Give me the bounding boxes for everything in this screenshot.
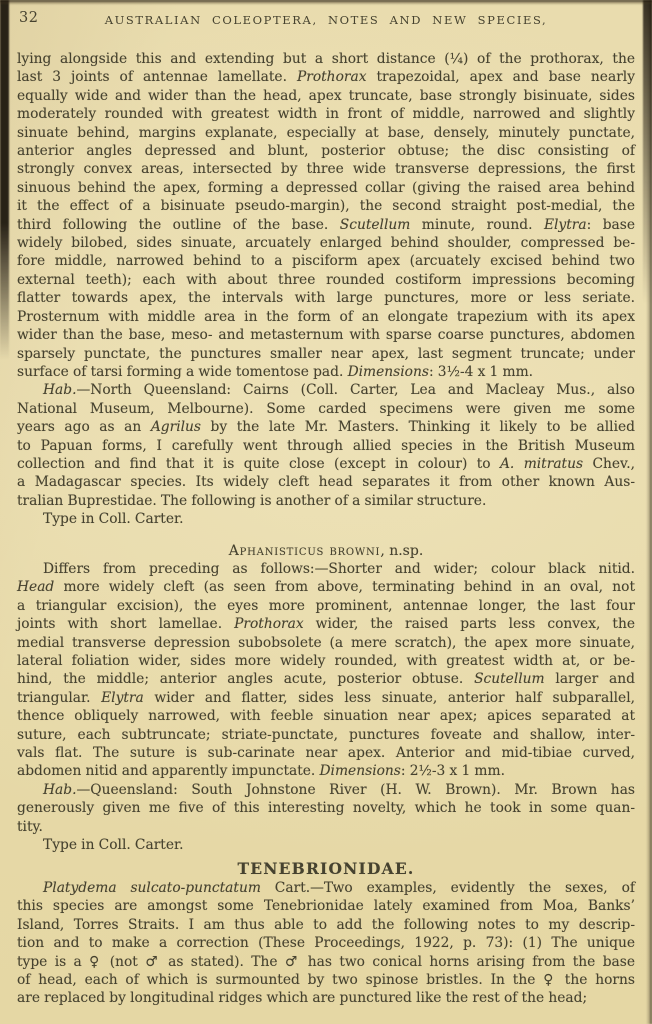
scan-edge-shadow-right-top (643, 0, 652, 320)
text-line: National Museum, Melbourne). Some carded specimens were given me some (17, 400, 635, 417)
text-line: vals flat. The suture is sub-carinate near apex. Anterior and mid-tibiae curved, (17, 745, 635, 762)
text-body (17, 50, 635, 1008)
text-line: abdomen nitid and apparently impunctate. Dimensions: 2½-3 x 1 mm. (17, 763, 505, 780)
text-line: lying alongside this and extending but a short distance (¼) of the prothorax, the (17, 51, 635, 67)
text-line: of head, each of which is surmounted by two spinose bristles. In the ♀ the horns (17, 971, 635, 988)
text-line: tralian Buprestidae. The following is another of a similar structure. (17, 492, 487, 509)
text-line: sinuate behind, margins explanate, especially at base, densely, minutely punctate, (17, 124, 635, 141)
text-line: last 3 joints of antennae lamellate. Prothorax trapezoidal, apex and base nearly (17, 69, 635, 86)
text-line: fore middle, narrowed behind to a pisciform apex (arcuately excised behind two (17, 253, 635, 270)
text-line: anterior angles depressed and blunt, posterior obtuse; the disc consisting of (17, 143, 635, 160)
running-title: AUSTRALIAN COLEOPTERA, NOTES AND NEW SPECIES, (104, 13, 548, 27)
text-line: tion and to make a correction (These Proceedings, 1922, p. 73): (1) The unique (17, 935, 635, 952)
text-line: moderately rounded with greatest width in front of middle, narrowed and slightly (17, 106, 635, 123)
text-line: it the effect of a bisinuate pseudo-margin), the second straight post-medial, the (17, 198, 635, 215)
text-line: collection and find that it is quite close (except in colour) to A. mitratus Chev., (17, 455, 635, 472)
text-line: external teeth); each with about three rounded costiform impressions becoming (17, 271, 635, 288)
paragraph (17, 781, 635, 836)
text-line: years ago as an Agrilus by the late Mr. Masters. Thinking it likely to be allied (17, 419, 636, 436)
text-line: Hab.—North Queensland: Cairns (Coll. Carter, Lea and Macleay Mus., also (43, 382, 635, 399)
text-line: triangular. Elytra wider and flatter, sides less sinuate, anterior half subparallel, (17, 689, 635, 706)
text-line: to Papuan forms, I carefully went through allied species in the British Museum (17, 437, 635, 454)
page-number: 32 (19, 10, 39, 26)
scan-edge-shadow-right (646, 0, 652, 1024)
text-line: joints with short lamellae. Prothorax wider, the raised parts less convex, the (17, 616, 635, 633)
text-line: surface of tarsi forming a wide tomentose pad. Dimensions: 3½-4 x 1 mm. (17, 363, 534, 380)
text-line: are replaced by longitudinal ridges which are punctured like the rest of the head; (17, 990, 588, 1007)
text-line: Prosternum with middle area in the form of an elongate trapezium with its apex (17, 308, 635, 325)
text-line: generously given me five of this interesting novelty, which he took in some quan- (17, 800, 635, 817)
text-line: Type in Coll. Carter. (43, 837, 184, 854)
text-line: this species are amongst some Tenebrionidae lately examined from Moa, Banks’ (17, 898, 635, 915)
text-line: sparsely punctate, the punctures smaller near apex, last segment truncate; under (17, 345, 635, 362)
family-heading: TENEBRIONIDAE. (237, 859, 415, 879)
text-line: tity. (17, 818, 43, 835)
text-line: medial transverse depression subobsolete (a mere scratch), the apex more sinuate, (17, 634, 635, 651)
text-line: suture, each subtruncate; striate-punctate, punctures foveate and shallow, inter- (17, 726, 635, 743)
paragraph (17, 560, 635, 781)
species-heading: Aphanisticus browni, n.sp. (228, 542, 424, 559)
text-line: Hab.—Queensland: South Johnstone River (H. W. Brown). Mr. Brown has (43, 781, 635, 798)
text-line: wider than the base, meso- and metasternum with sparse coarse punctures, abdomen (17, 327, 635, 344)
text-line: widely bilobed, sides sinuate, arcuately enlarged behind shoulder, compressed be- (17, 235, 635, 252)
paragraph (17, 879, 635, 1008)
running-head (17, 10, 635, 30)
text-line: Differs from preceding as follows:—Shorter and wider; colour black nitid. (43, 560, 635, 577)
scan-edge-shadow-left (0, 0, 9, 360)
text-line: equally wide and wider than the head, apex truncate, base strongly bisinuate, sides (17, 87, 635, 104)
text-line: third following the outline of the base. Scutellum minute, round. Elytra: base (17, 216, 636, 233)
text-line: Type in Coll. Carter. (43, 511, 184, 528)
text-line: type is a ♀ (not ♂ as stated). The ♂ has two conical horns arising from the base (17, 953, 635, 970)
paragraph (17, 381, 635, 510)
text-line: a triangular excision), the eyes more prominent, antennae longer, the last four (17, 597, 635, 614)
text-line: a Madagascar species. Its widely cleft head separates it from other known Aus- (17, 474, 635, 491)
text-line: thence obliquely narrowed, with feeble sinuation near apex; apices separated at (17, 708, 635, 725)
text-line: flatter towards apex, the intervals with large punctures, more or less seriate. (17, 290, 635, 307)
paragraph (17, 510, 635, 528)
paragraph (17, 836, 635, 854)
scan-edge-shadow-top (0, 0, 652, 5)
text-line: strongly convex areas, intersected by three wide transverse depressions, the first (17, 161, 635, 178)
text-line: hind, the middle; anterior angles acute, posterior obtuse. Scutellum larger and (17, 671, 636, 688)
text-line: sinuous behind the apex, forming a depressed collar (giving the raised area behind (17, 179, 635, 196)
text-line: Head more widely cleft (as seen from above, terminating behind in an oval, not (17, 579, 635, 596)
text-line: lateral foliation wider, sides more widely rounded, with greatest width at, or be- (17, 653, 635, 669)
paragraph (17, 50, 635, 381)
text-line: Platydema sulcato-punctatum Cart.—Two examples, evidently the sexes, of (43, 879, 635, 896)
text-line: Island, Torres Straits. I am thus able to add the following notes to my descrip- (17, 916, 635, 933)
